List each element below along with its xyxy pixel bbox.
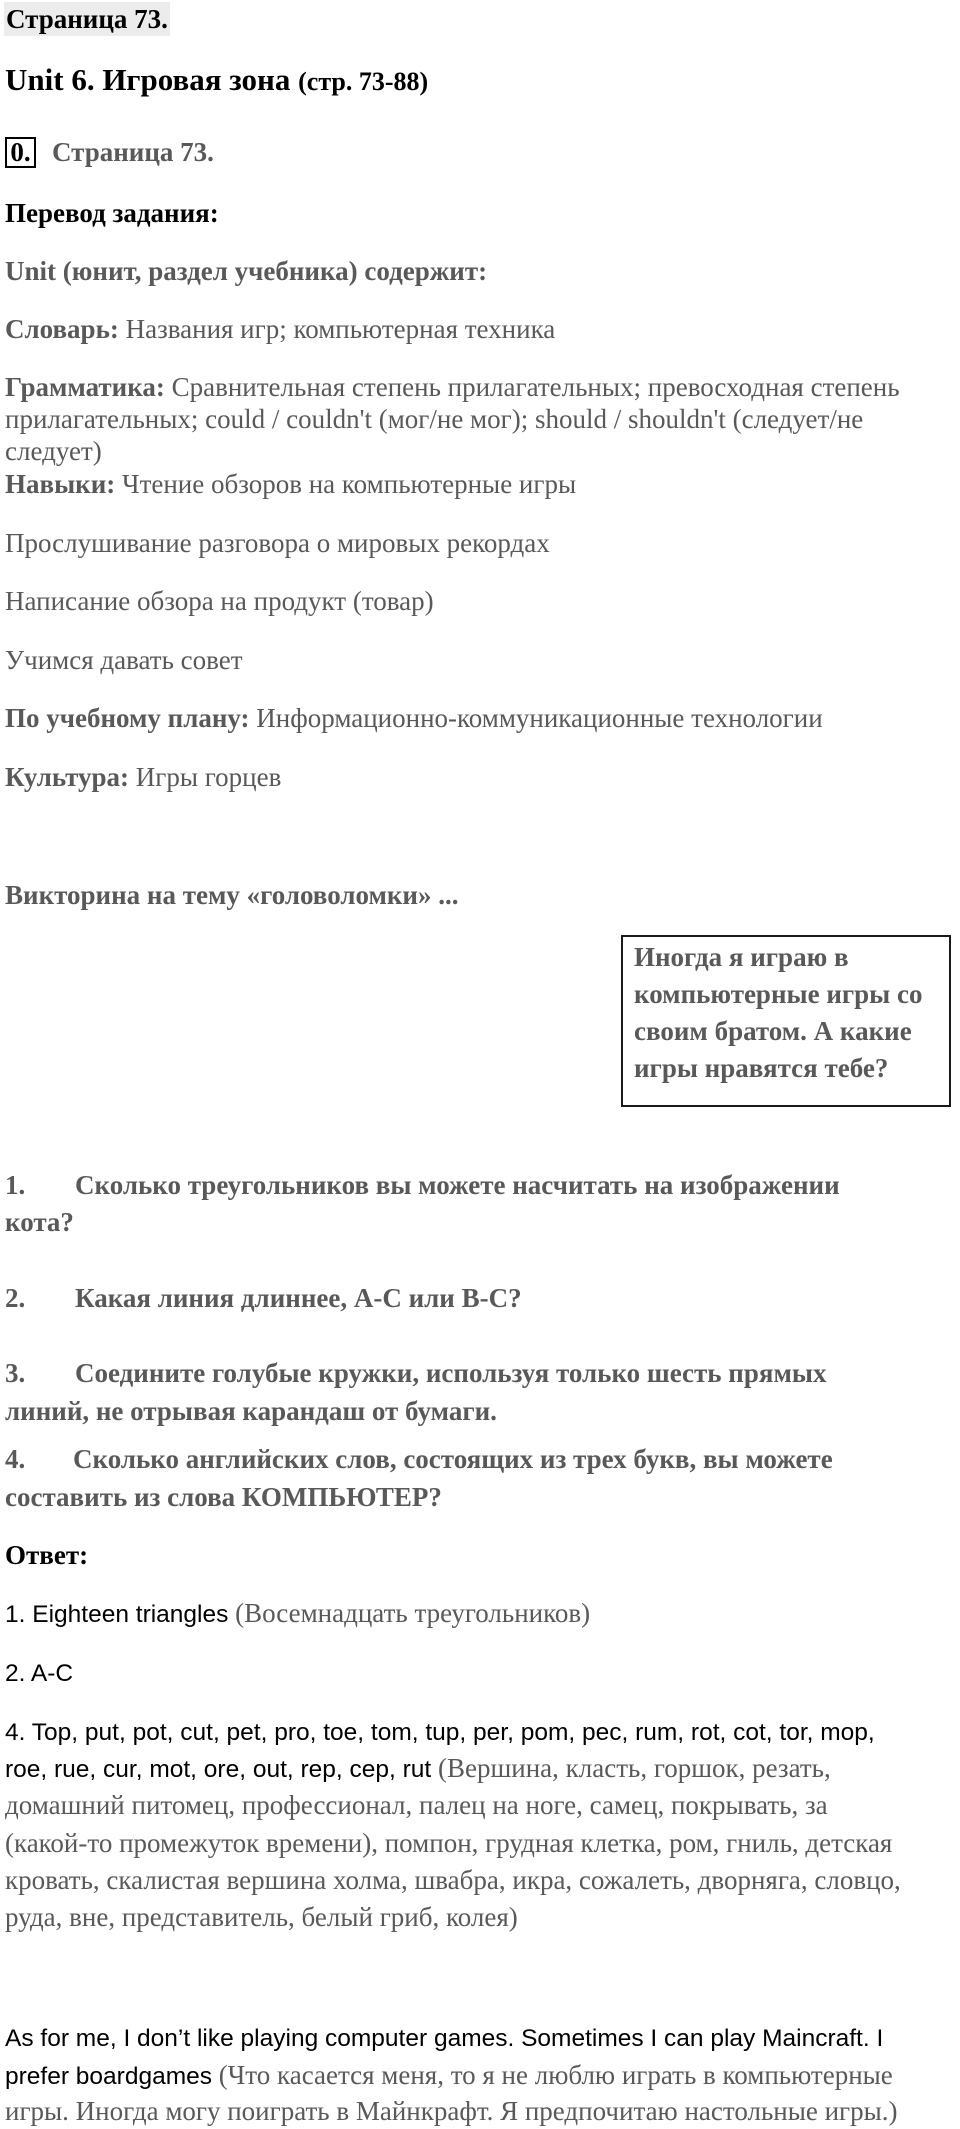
opinion-line1 bbox=[5, 2020, 883, 2056]
unit-title-text: Unit 6. Игровая зона bbox=[5, 62, 291, 97]
curriculum-text: Информационно-коммуникационные технологии bbox=[256, 703, 823, 733]
vocab-text: Названия игр; компьютерная техника bbox=[125, 314, 556, 344]
opinion-line2 bbox=[5, 2058, 893, 2094]
answer-1-ru: (Восемнадцать треугольников) bbox=[235, 1598, 591, 1628]
vocab-line bbox=[5, 312, 555, 346]
question-4-text: Сколько английских слов, состоящих из трех букв, вы можете bbox=[73, 1444, 833, 1474]
question-1-number: 1. bbox=[5, 1170, 26, 1200]
culture-line bbox=[5, 760, 281, 794]
curriculum-line bbox=[5, 701, 823, 735]
speech-line-1: Иногда я играю в bbox=[634, 942, 849, 972]
question-3 bbox=[5, 1356, 826, 1390]
quiz-title: Викторина на тему «головоломки» ... bbox=[5, 880, 459, 910]
question-1 bbox=[5, 1168, 840, 1202]
answer-4-ru-6: руда, вне, представитель, белый гриб, колея) bbox=[5, 1902, 518, 1932]
unit-contains: Unit (юнит, раздел учебника) содержит: bbox=[5, 256, 488, 286]
answer-4-ru-3: домашний питомец, профессионал, палец на ноге, самец, покрывать, за bbox=[5, 1790, 828, 1820]
skills-label: Навыки: bbox=[5, 469, 116, 499]
section-heading bbox=[5, 135, 214, 169]
unit-title bbox=[5, 63, 428, 99]
grammar-line1 bbox=[5, 370, 900, 404]
skill-advice: Учимся давать совет bbox=[5, 645, 243, 675]
opinion-ru-2: (Что касается меня, то я не люблю играть в компьютерные bbox=[218, 2060, 893, 2090]
answer-heading: Ответ: bbox=[5, 1540, 89, 1570]
answer-4-ru-2: (Вершина, класть, горшок, резать, bbox=[437, 1753, 831, 1783]
skill-listening: Прослушивание разговора о мировых рекордах bbox=[5, 528, 550, 558]
skills-text: Чтение обзоров на компьютерные игры bbox=[122, 469, 577, 499]
question-4 bbox=[5, 1442, 833, 1476]
question-1-cont: кота? bbox=[5, 1207, 74, 1237]
unit-pages: (стр. 73-88) bbox=[298, 67, 429, 96]
question-3-cont: линий, не отрывая карандаш от бумаги. bbox=[5, 1396, 497, 1426]
skills-line bbox=[5, 467, 576, 501]
question-1-text: Сколько треугольников вы можете насчитать на изображении bbox=[75, 1170, 840, 1200]
opinion-en-1: As for me, I don’t like playing computer games. Sometimes I can play Maincraft. I bbox=[5, 2025, 884, 2052]
curriculum-label: По учебному плану: bbox=[5, 703, 250, 733]
speech-box bbox=[621, 935, 951, 1107]
section-page: Страница 73. bbox=[52, 137, 214, 167]
answer-4-en-1: 4. Top, put, pot, cut, pet, pro, toe, tom, tup, per, pom, pec, rum, rot, cot, tor, mop, bbox=[5, 1719, 875, 1746]
translation-heading: Перевод задания: bbox=[5, 198, 219, 228]
opinion-ru-3: игры. Иногда могу поиграть в Майнкрафт. Я предпочитаю настольные игры.) bbox=[5, 2096, 898, 2126]
speech-line-3: своим братом. А какие bbox=[634, 1016, 912, 1046]
question-4-cont: составить из слова КОМПЬЮТЕР? bbox=[5, 1482, 442, 1512]
answer-2-text: 2. A-C bbox=[5, 1660, 74, 1687]
answer-1 bbox=[5, 1596, 590, 1632]
grammar-text-3: следует) bbox=[5, 436, 102, 466]
section-number: 0. bbox=[5, 137, 36, 168]
opinion-en-2: prefer boardgames bbox=[5, 2063, 213, 2090]
answer-4-en-2: roe, rue, cur, mot, ore, out, rep, cep, rut bbox=[5, 1756, 432, 1783]
question-3-number: 3. bbox=[5, 1358, 26, 1388]
answer-4-line2 bbox=[5, 1751, 831, 1787]
skill-writing: Написание обзора на продукт (товар) bbox=[5, 586, 434, 616]
answer-4-ru-4: (какой-то промежуток времени), помпон, грудная клетка, ром, гниль, детская bbox=[5, 1828, 893, 1858]
vocab-label: Словарь: bbox=[5, 314, 119, 344]
answer-2 bbox=[5, 1655, 73, 1691]
answer-4-ru-5: кровать, скалистая вершина холма, швабра, икра, сожалеть, дворняга, словцо, bbox=[5, 1865, 901, 1895]
question-2-number: 2. bbox=[5, 1283, 26, 1313]
question-4-number: 4. bbox=[5, 1444, 26, 1474]
answer-1-en: 1. Eighteen triangles bbox=[5, 1601, 229, 1628]
question-3-text: Соедините голубые кружки, используя только шесть прямых bbox=[75, 1358, 827, 1388]
speech-line-4: игры нравятся тебе? bbox=[634, 1053, 889, 1083]
question-2-text: Какая линия длиннее, А-С или В-С? bbox=[75, 1283, 522, 1313]
speech-line-2: компьютерные игры со bbox=[634, 979, 923, 1009]
grammar-text-1: Сравнительная степень прилагательных; превосходная степень bbox=[171, 372, 900, 402]
answer-4-line1 bbox=[5, 1714, 875, 1750]
grammar-text-2: прилагательных; could / couldn't (мог/не мог); should / shouldn't (следует/не bbox=[5, 404, 864, 434]
page-label: Страница 73. bbox=[6, 4, 168, 34]
grammar-label: Грамматика: bbox=[5, 372, 165, 402]
culture-text: Игры горцев bbox=[135, 762, 282, 792]
question-2 bbox=[5, 1281, 522, 1315]
culture-label: Культура: bbox=[5, 762, 130, 792]
